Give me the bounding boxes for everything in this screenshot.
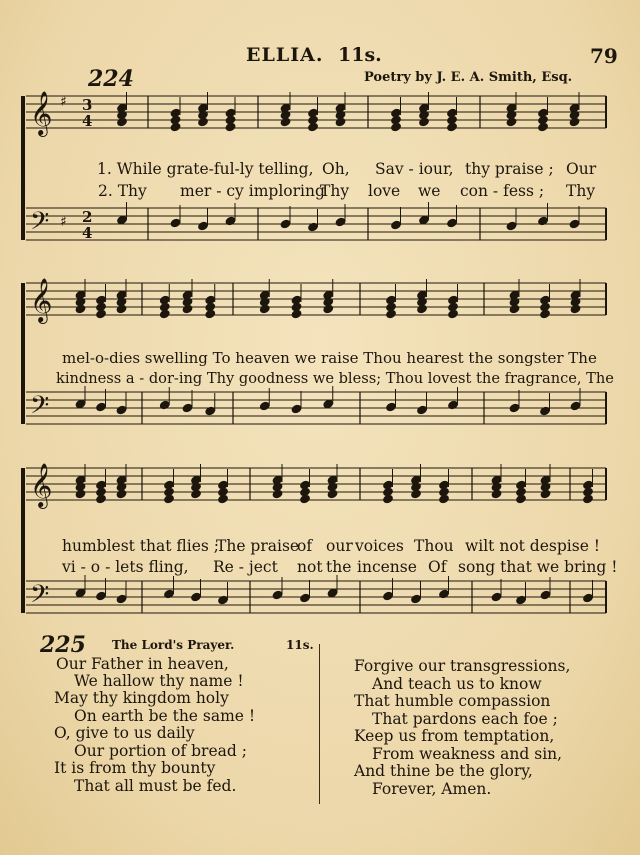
note-head [540, 590, 551, 600]
lyric-word: The praise [216, 537, 300, 555]
note-head [447, 309, 458, 319]
hymn-number: 225 [40, 632, 86, 658]
note-head [170, 218, 181, 228]
lyric-word: of [297, 537, 313, 555]
note-head [438, 589, 449, 599]
note-head [190, 489, 201, 499]
lyric-word: our [326, 537, 353, 555]
verse-line: Forgive our transgressions, [354, 657, 571, 675]
lyric-line: mel-o-dies swelling To heaven we raise Thou hearest the songster The [62, 349, 597, 367]
note-head [259, 304, 270, 314]
note-head [410, 489, 421, 499]
verse-line: From weakness and sin, [372, 745, 563, 763]
time-signature: 2 [82, 208, 93, 226]
note-head [390, 220, 401, 230]
note-head [225, 122, 236, 132]
verse-line: And teach us to know [372, 675, 542, 693]
note-head [95, 494, 106, 504]
note-head [447, 400, 458, 410]
note-head [327, 489, 338, 499]
lyric-line: 1. While grate-ful-ly telling, [97, 160, 314, 178]
note-head [182, 403, 193, 413]
sharp-icon: ♯ [60, 94, 67, 110]
verse-line: Keep us from temptation, [354, 727, 555, 745]
note-head [116, 594, 127, 604]
lyric-word: Our [566, 160, 597, 178]
note-head [163, 494, 174, 504]
note-head [116, 304, 127, 314]
note-head [159, 400, 170, 410]
note-head [217, 595, 228, 605]
verse-line: We hallow thy name ! [74, 672, 244, 690]
lyric-word: we [418, 182, 441, 200]
lyric-word: humblest that flies ; [62, 537, 220, 555]
lyric-word: incense [357, 558, 417, 576]
note-head [75, 304, 86, 314]
note-head [205, 406, 216, 416]
note-head [163, 589, 174, 599]
note-head [446, 122, 457, 132]
note-head [582, 593, 593, 603]
lyric-word: mer - cy imploring [180, 182, 325, 200]
note-head [506, 117, 517, 127]
lyric-word: Oh, [322, 160, 350, 178]
verse-line: That all must be fed. [74, 777, 237, 795]
verse-line: May thy kingdom holy [54, 689, 229, 707]
lyric-word: wilt not despise ! [465, 537, 601, 555]
note-head [95, 402, 106, 412]
note-head [569, 219, 580, 229]
note-head [299, 593, 310, 603]
note-head [159, 309, 170, 319]
note-head [307, 122, 318, 132]
page-number: 79 [590, 44, 618, 68]
lyric-line: kindness a - dor-ing Thy goodness we bless; Thou lovest the fragrance, The [56, 370, 614, 387]
hymn-meter: 11s. [286, 638, 314, 652]
note-head [509, 304, 520, 314]
note-head [569, 117, 580, 127]
verse-line: And thine be the glory, [354, 762, 533, 780]
treble-clef-icon: 𝄞 [30, 278, 53, 322]
note-head [170, 122, 181, 132]
lyric-word: Thy [566, 182, 596, 200]
time-signature: 3 [82, 96, 93, 114]
tune-meter: 11s. [338, 44, 382, 66]
lyric-word: thy praise ; [465, 160, 554, 178]
note-head [382, 494, 393, 504]
note-head [335, 117, 346, 127]
note-head [95, 309, 106, 319]
note-head [540, 489, 551, 499]
note-head [418, 117, 429, 127]
lyric-word: con - fess ; [460, 182, 545, 200]
note-head [382, 591, 393, 601]
note-head [116, 117, 127, 127]
note-head [116, 489, 127, 499]
time-signature: 4 [82, 224, 93, 242]
tune-title: ELLIA. [246, 44, 324, 66]
note-head [217, 494, 228, 504]
note-head [197, 117, 208, 127]
note-head [95, 591, 106, 601]
note-head [390, 122, 401, 132]
bass-clef-icon: 𝄢 [30, 391, 50, 426]
note-head [491, 489, 502, 499]
note-head [582, 494, 593, 504]
note-head [323, 304, 334, 314]
verse-line: On earth be the same ! [74, 707, 256, 725]
verse-line: That humble compassion [354, 692, 551, 710]
note-head [506, 221, 517, 231]
note-head [272, 489, 283, 499]
note-head [299, 494, 310, 504]
column-divider [319, 644, 320, 804]
time-signature: 4 [82, 112, 93, 130]
note-head [280, 219, 291, 229]
lyric-word: 2. Thy [98, 182, 147, 200]
note-head [491, 592, 502, 602]
lyric-word: Sav - iour, [375, 160, 454, 178]
lyric-word: love [368, 182, 401, 200]
note-head [75, 489, 86, 499]
note-head [515, 595, 526, 605]
note-head [410, 594, 421, 604]
note-head [385, 402, 396, 412]
lyric-word: voices [355, 537, 404, 555]
note-head [446, 218, 457, 228]
lyric-word: vi - o - lets fling, [62, 558, 189, 576]
note-head [416, 304, 427, 314]
verse-line: That pardons each foe ; [372, 710, 558, 728]
note-head [205, 309, 216, 319]
note-head [335, 217, 346, 227]
note-head [307, 222, 318, 232]
lyric-word: the [326, 558, 352, 576]
note-head [509, 403, 520, 413]
note-head [116, 405, 127, 415]
note-head [539, 406, 550, 416]
verse-line: Forever, Amen. [372, 780, 492, 798]
verse-line: Our Father in heaven, [56, 655, 229, 673]
sharp-icon: ♯ [60, 214, 67, 230]
note-head [515, 494, 526, 504]
note-head [259, 401, 270, 411]
note-head [225, 216, 236, 226]
lyric-word: not [297, 558, 323, 576]
lyric-word: Thou [414, 537, 454, 555]
hymn-number: 224 [88, 66, 134, 92]
treble-clef-icon: 𝄞 [30, 91, 53, 135]
note-head [291, 404, 302, 414]
note-head [182, 304, 193, 314]
note-head [385, 309, 396, 319]
verse-line: O, give to us daily [54, 724, 195, 742]
note-head [537, 122, 548, 132]
treble-clef-icon: 𝄞 [30, 463, 53, 507]
verse-line: It is from thy bounty [54, 759, 216, 777]
note-head [438, 494, 449, 504]
note-head [272, 590, 283, 600]
bass-clef-icon: 𝄢 [30, 580, 50, 615]
note-head [570, 304, 581, 314]
note-head [537, 216, 548, 226]
note-head [539, 309, 550, 319]
bass-clef-icon: 𝄢 [30, 207, 50, 242]
poet-credit: Poetry by J. E. A. Smith, Esq. [364, 70, 573, 85]
note-head [416, 405, 427, 415]
note-head [190, 592, 201, 602]
lyric-word: Re - ject [213, 558, 278, 576]
lyric-word: Of [428, 558, 447, 576]
note-head [291, 309, 302, 319]
note-head [570, 401, 581, 411]
lyric-word: song that we bring ! [458, 558, 618, 576]
note-head [197, 221, 208, 231]
verse-line: Our portion of bread ; [74, 742, 247, 760]
note-head [280, 117, 291, 127]
lyric-word: Thy [320, 182, 350, 200]
hymn-title: The Lord's Prayer. [112, 638, 235, 652]
